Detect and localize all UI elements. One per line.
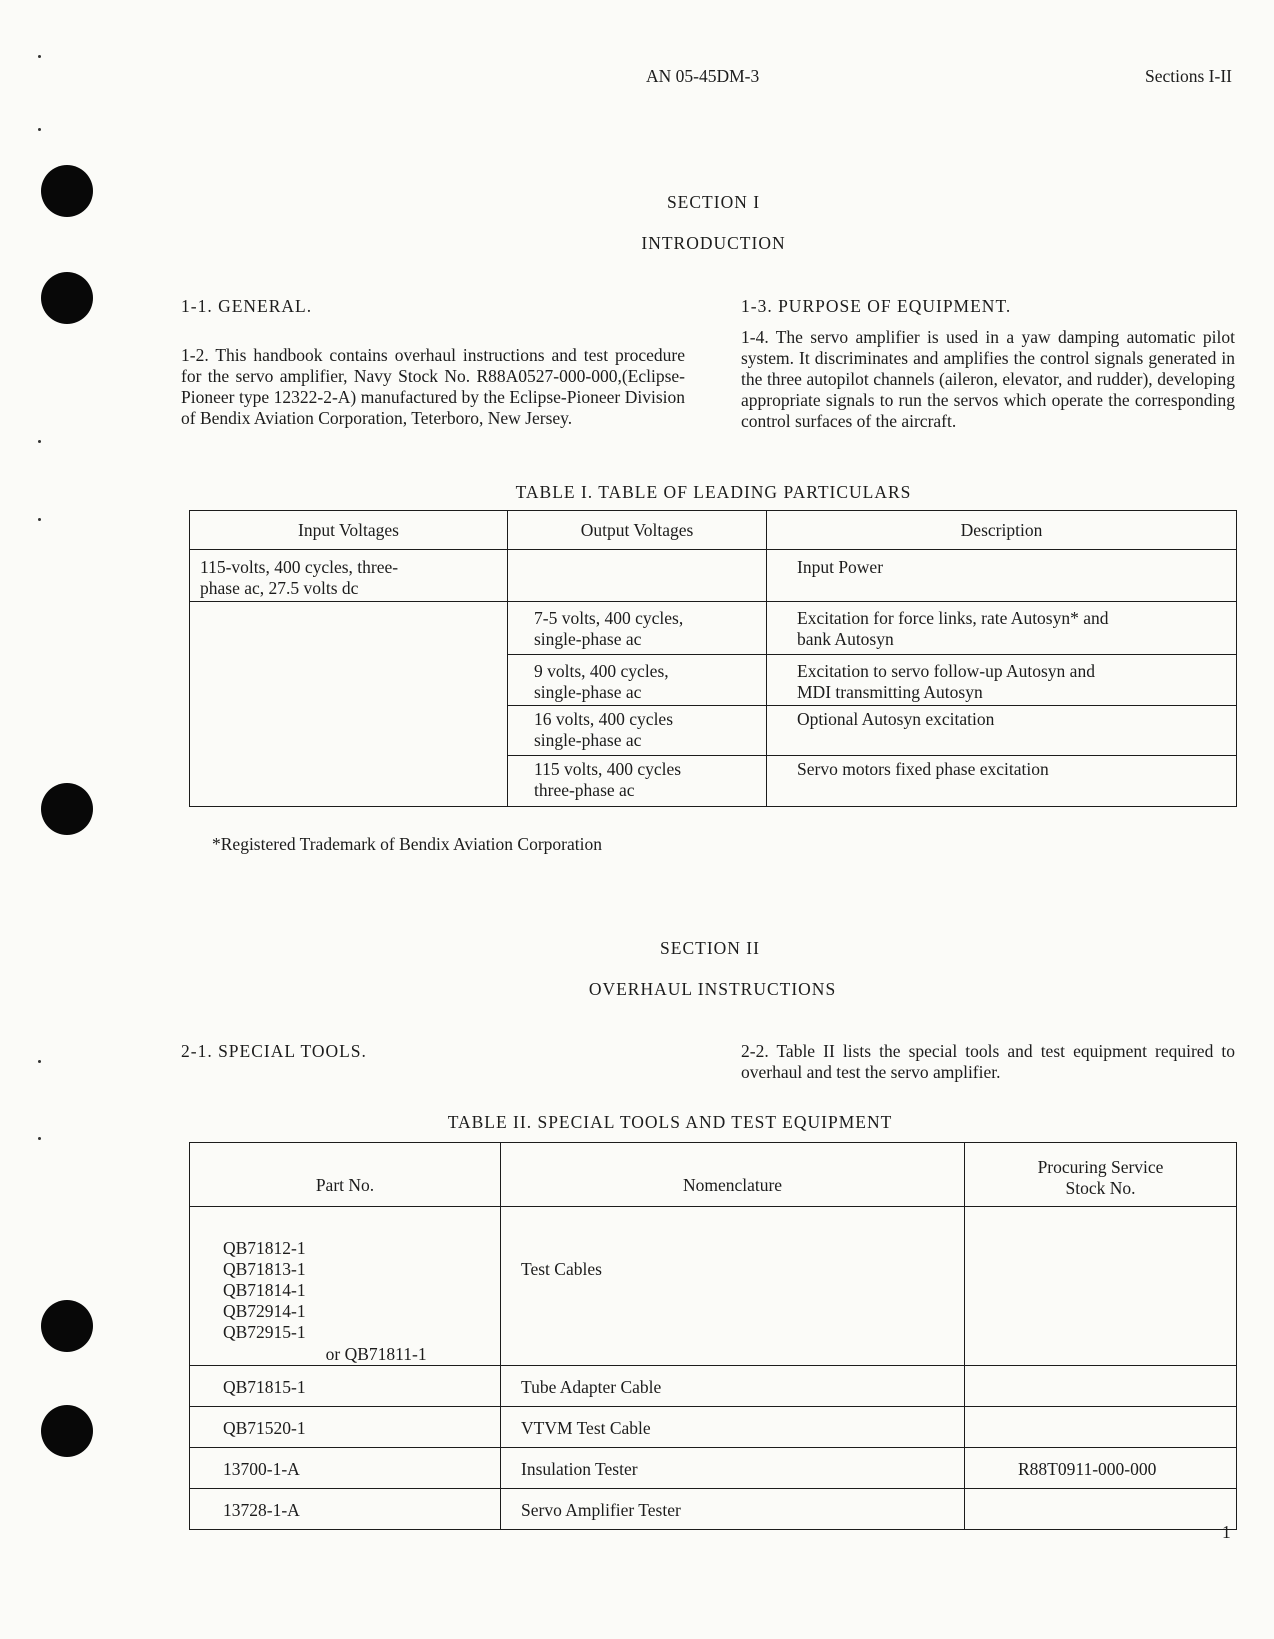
table-cell: QB71815-1 [190,1366,501,1407]
table-row [190,602,1237,655]
paragraph-1-3-heading: 1-3. PURPOSE OF EQUIPMENT. [741,296,1012,316]
scan-speck [38,1137,41,1140]
table-row [190,1407,1237,1448]
table-cell: 16 volts, 400 cycles single-phase ac [508,706,767,756]
table-row [190,550,1237,602]
table-cell [965,1366,1237,1407]
scan-speck [38,55,41,58]
table-cell [508,550,767,602]
column-header: Output Voltages [508,511,767,550]
column-header: Input Voltages [190,511,508,550]
column-header: Nomenclature [501,1143,965,1207]
scan-speck [38,518,41,521]
table-cell: Insulation Tester [501,1448,965,1489]
table-cell: 115 volts, 400 cycles three-phase ac [508,756,767,807]
table-cell: 9 volts, 400 cycles, single-phase ac [508,655,767,706]
table-cell: QB71520-1 [190,1407,501,1448]
alternate-part-number: or QB71811-1 [325,1344,427,1365]
section-2-subtitle: OVERHAUL INSTRUCTIONS [588,979,837,999]
binder-hole-4 [41,1300,93,1352]
table-cell: Test Cables [501,1207,965,1366]
table-cell: Servo Amplifier Tester [501,1489,965,1530]
binder-hole-5 [41,1405,93,1457]
table-2-caption: TABLE II. SPECIAL TOOLS AND TEST EQUIPMENT [447,1112,893,1132]
paragraph-1-4: 1-4. The servo amplifier is used in a yaw damping automatic pilot system. It discriminates and amplifies the control signals generated in the three autopilot channels (aileron, elevator, and rudder), developing appropriate signals to run the servos which operate the corresponding control surfaces of the aircraft. [741,327,1235,431]
section-2-title: SECTION II [660,938,760,958]
paragraph-2-2: 2-2. Table II lists the special tools and test equipment required to overhaul and test the servo amplifier. [741,1041,1235,1082]
paragraph-1-2: 1-2. This handbook contains overhaul instructions and test procedure for the servo amplifier, Navy Stock No. R88A0527-000-000,(Eclipse-Pioneer type 12322-2-A) manufactured by the Eclipse-Pioneer Division of Bendix Aviation Corporation, Teterboro, New Jersey. [181,345,685,428]
column-header: Part No. [190,1143,501,1207]
table-cell: 7-5 volts, 400 cycles, single-phase ac [508,602,767,655]
table-row [190,1366,1237,1407]
table-cell: 13700-1-A [190,1448,501,1489]
table-1-caption: TABLE I. TABLE OF LEADING PARTICULARS [515,482,912,502]
table-cell: 115-volts, 400 cycles, three- phase ac, 27.5 volts dc [190,550,508,602]
column-header: Procuring Service Stock No. [965,1143,1237,1207]
section-1-title: SECTION I [666,192,761,212]
table-row [190,1489,1237,1530]
special-tools-table [189,1142,1237,1530]
part-number-list: QB71812-1 QB71813-1 QB71814-1 QB72914-1 QB72915-1 [223,1238,306,1342]
table-cell: R88T0911-000-000 [965,1448,1237,1489]
table-cell: Excitation to servo follow-up Autosyn and MDI transmitting Autosyn [767,655,1237,706]
page-number: 1 [1222,1522,1231,1542]
section-1-subtitle: INTRODUCTION [641,233,786,253]
table-cell [965,1207,1237,1366]
column-header: Description [767,511,1237,550]
table-cell: 13728-1-A [190,1489,501,1530]
table-cell: VTVM Test Cable [501,1407,965,1448]
table-cell: Excitation for force links, rate Autosyn* and bank Autosyn [767,602,1237,655]
paragraph-1-1-heading: 1-1. GENERAL. [181,296,313,316]
sections-label: Sections I-II [1145,66,1232,86]
document-number: AN 05-45DM-3 [646,66,760,86]
table-header-row [190,511,1237,550]
scan-speck [38,128,41,131]
scan-speck [38,440,41,443]
table-cell: Servo motors fixed phase excitation [767,756,1237,807]
trademark-footnote: *Registered Trademark of Bendix Aviation Corporation [212,834,602,854]
table-cell [965,1489,1237,1530]
table-cell [190,602,508,807]
leading-particulars-table [189,510,1237,807]
table-cell [965,1407,1237,1448]
binder-hole-2 [41,272,93,324]
table-cell: Tube Adapter Cable [501,1366,965,1407]
table-row [190,1207,1237,1366]
paragraph-2-1-heading: 2-1. SPECIAL TOOLS. [181,1041,367,1061]
table-cell: Input Power [767,550,1237,602]
table-cell [190,1207,501,1366]
scan-speck [38,1060,41,1063]
table-cell: Optional Autosyn excitation [767,706,1237,756]
table-header-row [190,1143,1237,1207]
binder-hole-3 [41,783,93,835]
table-row [190,1448,1237,1489]
